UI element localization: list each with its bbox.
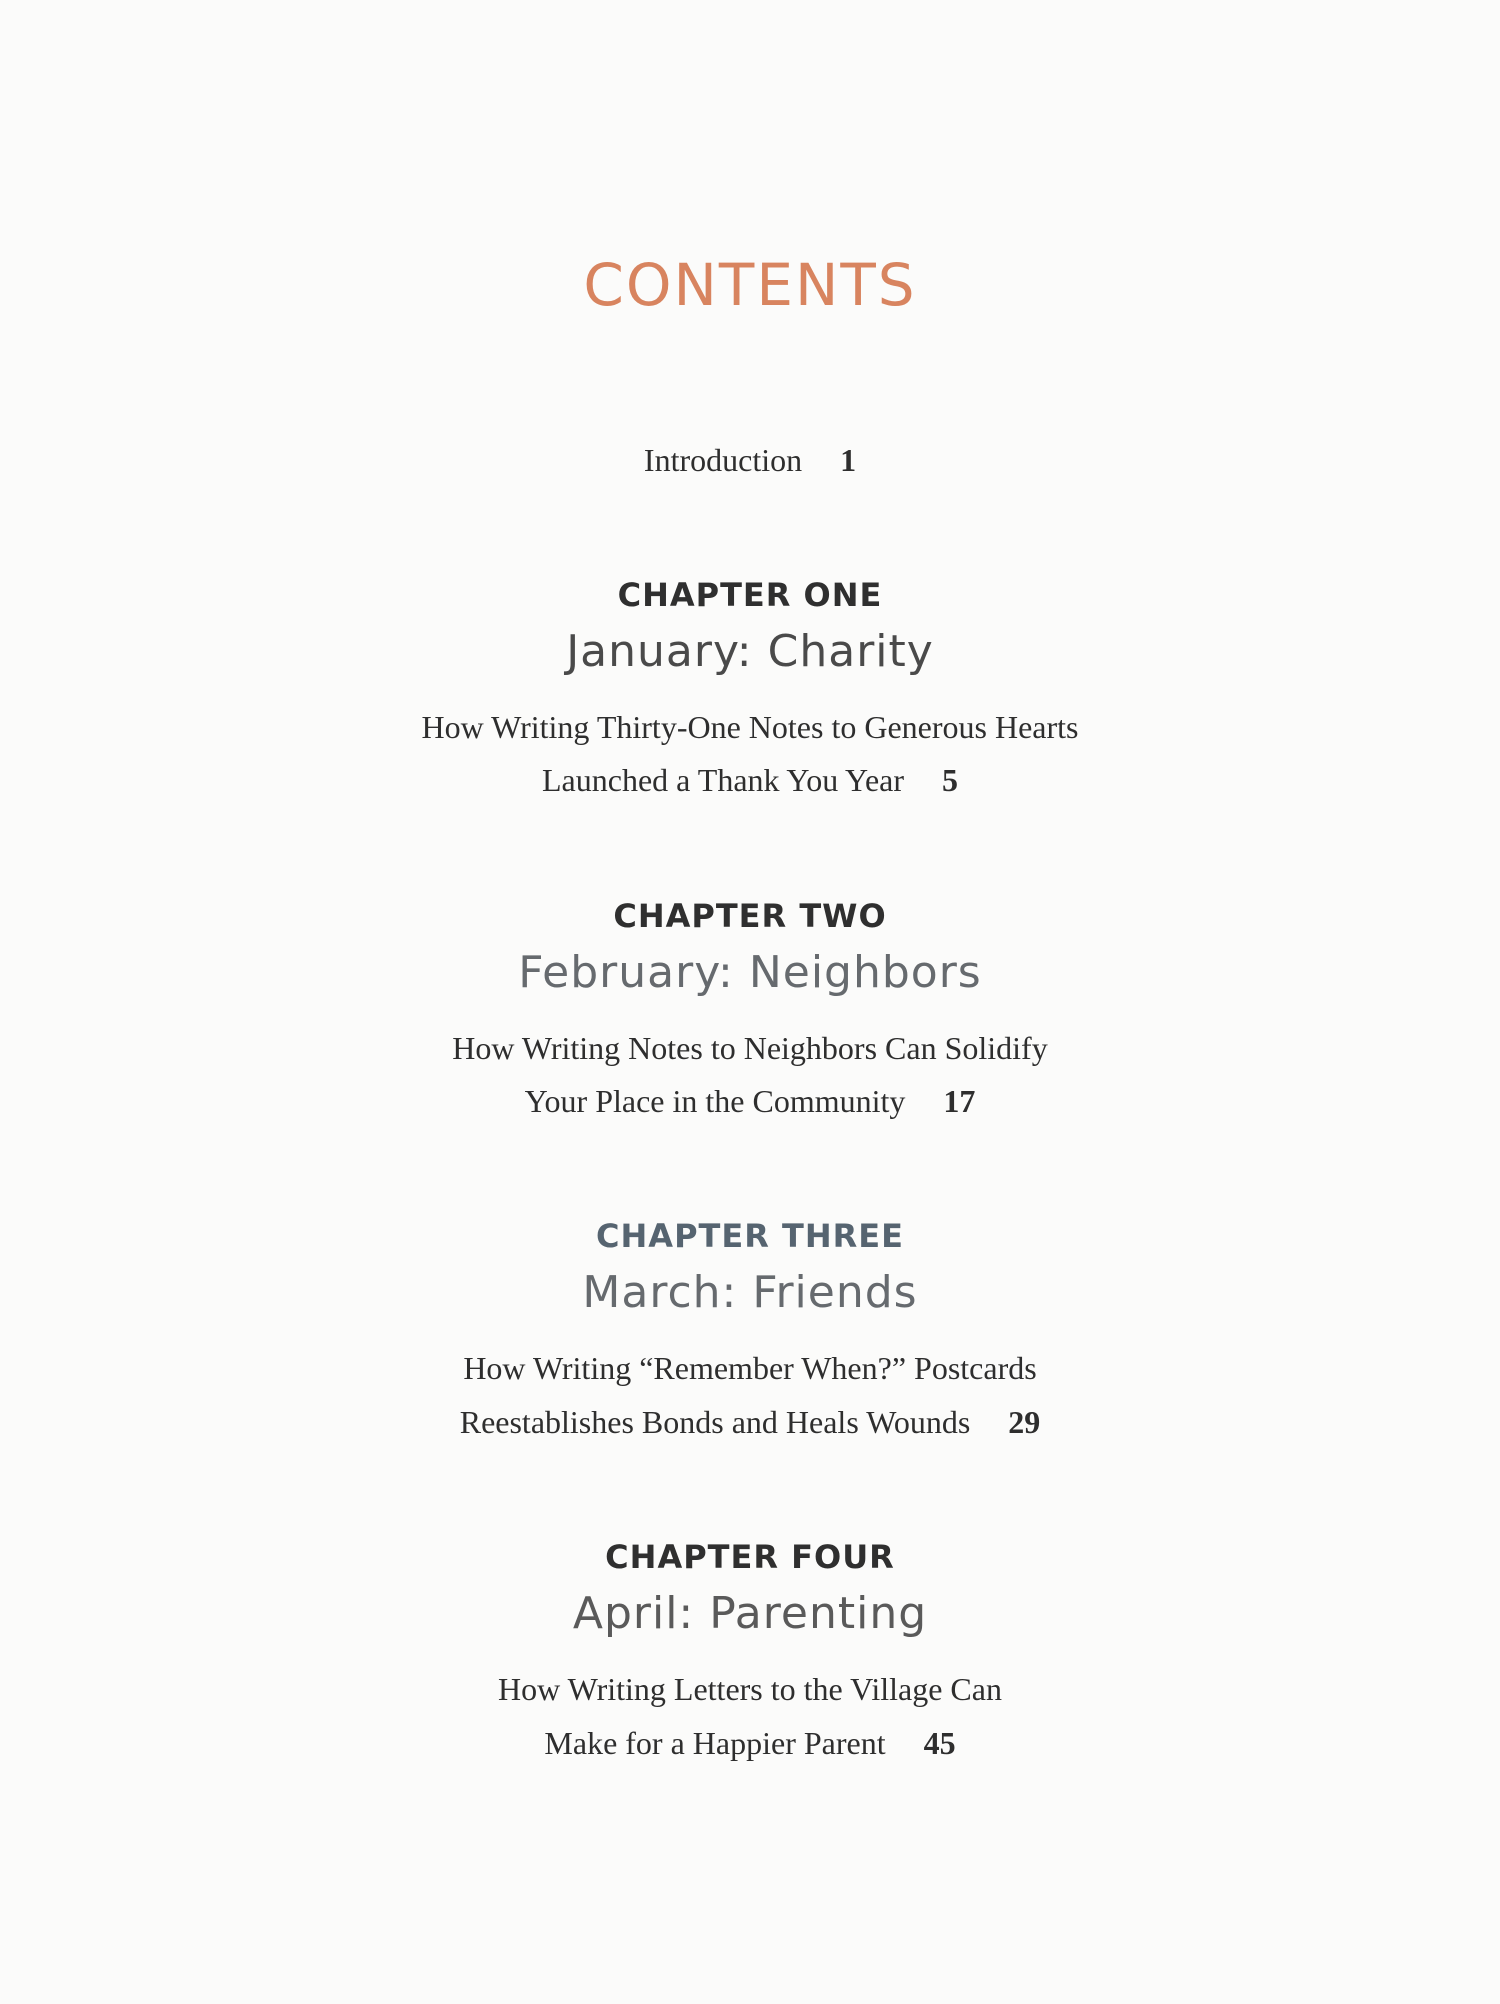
chapter-four-title[interactable]: April: Parenting — [572, 1588, 928, 1639]
page-title: CONTENTS — [583, 251, 917, 319]
chapter-four-subtitle-line-2 — [0, 1723, 1500, 1763]
chapter-two-title[interactable]: February: Neighbors — [518, 947, 982, 998]
chapter-one-label: CHAPTER ONE — [617, 576, 883, 614]
chapter-one-subtitle-line-1: How Writing Thirty-One Notes to Generous Hearts — [421, 709, 1079, 745]
chapter-four-page-number: 45 — [923, 1725, 956, 1761]
chapter-one-subtitle-line-2 — [0, 760, 1500, 800]
chapter-one-page-number: 5 — [942, 762, 959, 798]
chapter-one-title[interactable]: January: Charity — [566, 626, 934, 677]
chapter-three-subtitle-line-2 — [0, 1402, 1500, 1442]
chapter-three-subtitle-line-1: How Writing “Remember When?” Postcards — [463, 1350, 1037, 1386]
chapter-two-label: CHAPTER TWO — [613, 897, 887, 935]
chapter-one-subtitle-text: Launched a Thank You Year — [541, 762, 905, 798]
introduction-label: Introduction — [643, 442, 803, 478]
chapter-three-subtitle-text: Reestablishes Bonds and Heals Wounds — [459, 1404, 971, 1440]
chapter-two-subtitle-text: Your Place in the Community — [524, 1083, 906, 1119]
introduction-entry[interactable] — [0, 440, 1500, 480]
chapter-four-label: CHAPTER FOUR — [605, 1538, 895, 1576]
chapter-two-subtitle-line-1: How Writing Notes to Neighbors Can Solidify — [452, 1030, 1048, 1066]
chapter-two-subtitle-line-2 — [0, 1081, 1500, 1121]
chapter-three-label: CHAPTER THREE — [596, 1217, 904, 1255]
introduction-page-number: 1 — [840, 442, 857, 478]
chapter-four-subtitle-text: Make for a Happier Parent — [544, 1725, 886, 1761]
chapter-four-subtitle-line-1: How Writing Letters to the Village Can — [498, 1671, 1002, 1707]
chapter-three-title[interactable]: March: Friends — [582, 1267, 918, 1318]
chapter-two-page-number: 17 — [943, 1083, 976, 1119]
chapter-three-page-number: 29 — [1008, 1404, 1041, 1440]
